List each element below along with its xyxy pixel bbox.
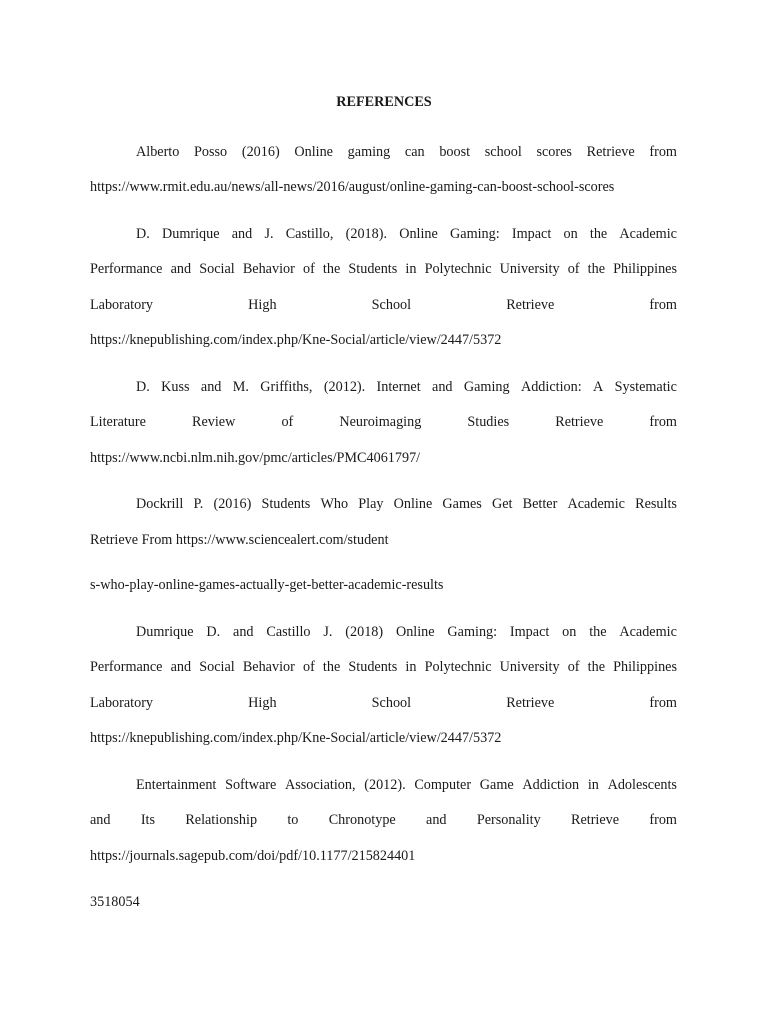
word: Studies xyxy=(467,414,510,430)
word: Laboratory xyxy=(90,297,154,313)
word: Its xyxy=(140,812,155,828)
word: (2012). xyxy=(323,379,366,395)
word: Online xyxy=(393,496,433,512)
word: of xyxy=(302,659,315,675)
word: Castillo, xyxy=(285,226,334,242)
word: Game xyxy=(479,777,514,793)
word: Systematic xyxy=(614,379,677,395)
ref3-url: https://www.ncbi.nlm.nih.gov/pmc/articles/PMC4061797/ xyxy=(90,450,421,466)
word: Online xyxy=(395,624,435,640)
word: from xyxy=(649,144,677,160)
word: Polytechnic xyxy=(424,659,492,675)
word: and xyxy=(170,261,192,277)
word: J. xyxy=(264,226,274,242)
word: Review xyxy=(192,414,236,430)
word: in xyxy=(405,261,417,277)
word: Retrieve xyxy=(571,812,620,828)
word: Performance xyxy=(90,261,163,277)
word: from xyxy=(649,695,677,711)
ref3-line2 xyxy=(90,413,677,431)
word: Chronotype xyxy=(328,812,396,828)
ref5-url: https://knepublishing.com/index.php/Kne-Social/article/view/2447/5372 xyxy=(90,730,502,746)
word: P. xyxy=(193,496,204,512)
word: of xyxy=(567,659,580,675)
ref2-line3 xyxy=(90,296,677,314)
word: and xyxy=(426,812,447,828)
word: Students xyxy=(348,261,398,277)
word: Alberto xyxy=(136,144,180,160)
word: Impact xyxy=(509,624,550,640)
word: University xyxy=(499,261,560,277)
ref4-url-continued: s-who-play-online-games-actually-get-better-academic-results xyxy=(90,577,444,593)
word: of xyxy=(302,261,315,277)
word: Dumrique xyxy=(162,226,220,242)
word: University xyxy=(499,659,560,675)
word: (2018). xyxy=(345,226,387,242)
word: Philippines xyxy=(613,261,677,277)
ref5-line1 xyxy=(136,623,677,641)
word: Behavior xyxy=(242,261,295,277)
word: Academic xyxy=(567,496,625,512)
ref1-url: https://www.rmit.edu.au/news/all-news/2016/august/online-gaming-can-boost-school-scores xyxy=(90,179,615,195)
word: Laboratory xyxy=(90,695,154,711)
word: School xyxy=(371,297,412,313)
word: the xyxy=(589,226,608,242)
word: the xyxy=(587,261,605,277)
word: Get xyxy=(491,496,513,512)
ref1-line1 xyxy=(136,143,677,161)
ref4-line2: Retrieve From https://www.sciencealert.com/student xyxy=(90,532,389,548)
word: (2018) xyxy=(345,624,384,640)
word: D. xyxy=(136,226,150,242)
word: Social xyxy=(199,261,235,277)
word: Philippines xyxy=(613,659,677,675)
word: Kuss xyxy=(161,379,190,395)
ref4-line1 xyxy=(136,495,677,513)
word: Online xyxy=(294,144,333,160)
word: Polytechnic xyxy=(424,261,492,277)
ref2-line1 xyxy=(136,225,677,243)
word: can xyxy=(404,144,425,160)
word: to xyxy=(287,812,299,828)
ref3-line1 xyxy=(136,378,677,396)
word: Literature xyxy=(90,414,146,430)
word: Impact xyxy=(511,226,552,242)
word: of xyxy=(567,261,580,277)
word: Adolescents xyxy=(607,777,677,793)
word: the xyxy=(589,624,607,640)
word: Students xyxy=(348,659,398,675)
word: D. xyxy=(136,379,150,395)
word: and xyxy=(170,659,192,675)
word: gaming xyxy=(347,144,391,160)
ref2-line2 xyxy=(90,260,677,278)
word: Retrieve xyxy=(506,695,555,711)
word: School xyxy=(371,695,412,711)
word: High xyxy=(248,695,277,711)
word: Gaming: xyxy=(450,226,500,242)
word: on xyxy=(562,624,577,640)
ref5-line2 xyxy=(90,658,677,676)
word: (2012). xyxy=(364,777,406,793)
word: (2016) xyxy=(241,144,280,160)
word: from xyxy=(649,297,677,313)
word: in xyxy=(405,659,417,675)
word: scores xyxy=(536,144,572,160)
word: Software xyxy=(225,777,277,793)
word: Results xyxy=(635,496,677,512)
word: Better xyxy=(522,496,558,512)
word: Retrieve xyxy=(555,414,604,430)
word: Addiction xyxy=(522,777,580,793)
word: High xyxy=(248,297,277,313)
word: the xyxy=(587,659,605,675)
word: Addiction: xyxy=(520,379,582,395)
ref6-url-continued: 3518054 xyxy=(90,894,140,910)
word: Personality xyxy=(476,812,541,828)
word: Entertainment xyxy=(136,777,217,793)
word: of xyxy=(281,414,294,430)
word: J. xyxy=(323,624,333,640)
word: M. xyxy=(232,379,249,395)
word: boost xyxy=(439,144,471,160)
word: on xyxy=(563,226,578,242)
word: school xyxy=(484,144,522,160)
word: and xyxy=(90,812,111,828)
ref5-line3 xyxy=(90,694,677,712)
word: Association, xyxy=(285,777,356,793)
word: Behavior xyxy=(242,659,295,675)
word: the xyxy=(322,261,341,277)
word: Students xyxy=(261,496,311,512)
word: from xyxy=(649,812,677,828)
word: Social xyxy=(199,659,235,675)
ref6-line1 xyxy=(136,776,677,794)
word: and xyxy=(200,379,222,395)
word: Play xyxy=(358,496,384,512)
word: Griffiths, xyxy=(260,379,313,395)
word: Academic xyxy=(619,226,677,242)
word: Academic xyxy=(619,624,677,640)
word: from xyxy=(649,414,677,430)
word: in xyxy=(587,777,599,793)
word: Posso xyxy=(194,144,228,160)
word: (2016) xyxy=(213,496,252,512)
word: Neuroimaging xyxy=(339,414,422,430)
ref2-url: https://knepublishing.com/index.php/Kne-Social/article/view/2447/5372 xyxy=(90,332,502,348)
word: and xyxy=(231,226,253,242)
word: Castillo xyxy=(266,624,311,640)
word: the xyxy=(322,659,341,675)
word: Performance xyxy=(90,659,163,675)
word: Internet xyxy=(376,379,421,395)
word: Dumrique xyxy=(136,624,194,640)
page-title: REFERENCES xyxy=(336,94,432,110)
word: Retrieve xyxy=(586,144,635,160)
ref6-url: https://journals.sagepub.com/doi/pdf/10.1177/215824401 xyxy=(90,848,416,864)
ref6-line2 xyxy=(90,811,677,829)
word: Relationship xyxy=(185,812,258,828)
word: Who xyxy=(320,496,349,512)
word: and xyxy=(233,624,254,640)
word: Dockrill xyxy=(136,496,184,512)
word: and xyxy=(432,379,453,395)
word: Games xyxy=(442,496,482,512)
word: Gaming: xyxy=(447,624,498,640)
word: Retrieve xyxy=(506,297,555,313)
word: Gaming xyxy=(463,379,510,395)
word: Online xyxy=(399,226,438,242)
word: D. xyxy=(206,624,221,640)
word: Computer xyxy=(414,777,472,793)
word: A xyxy=(593,379,604,395)
